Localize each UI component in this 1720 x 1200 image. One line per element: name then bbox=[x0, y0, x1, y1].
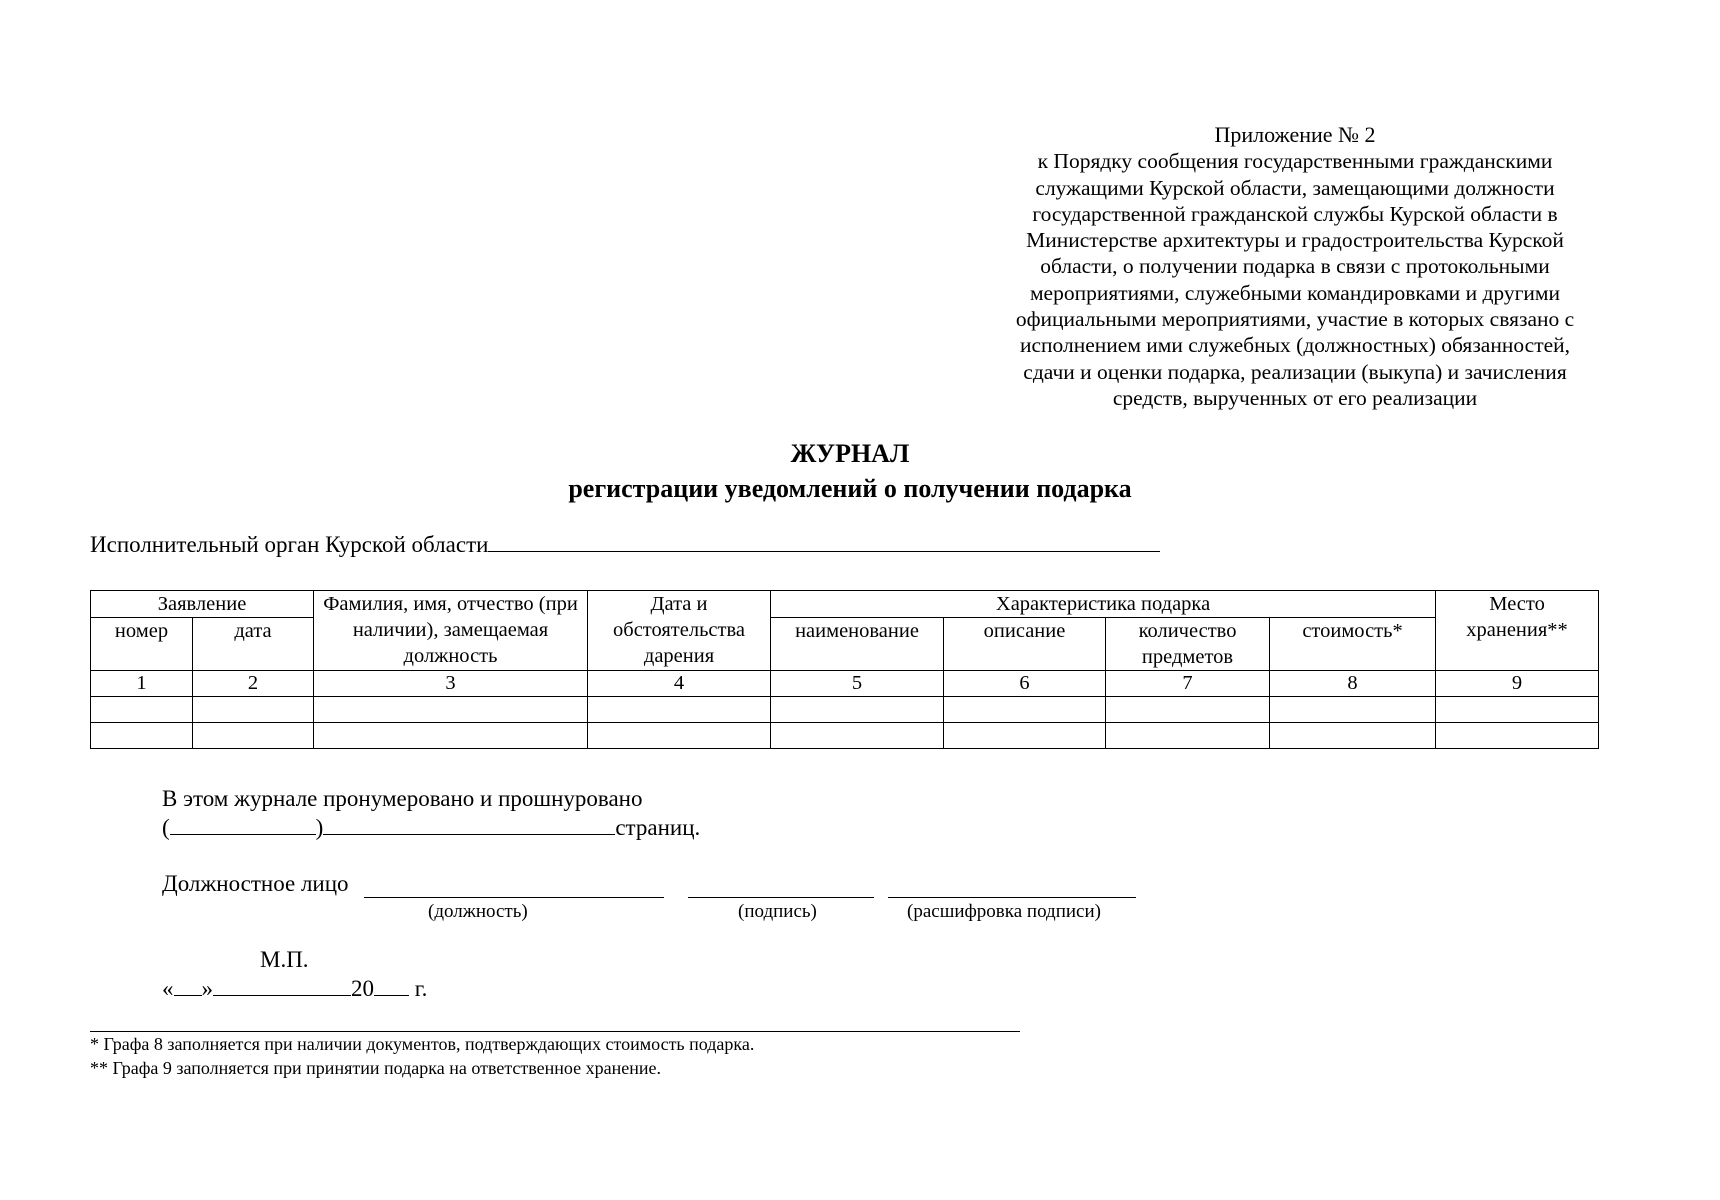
year-prefix: 20 bbox=[351, 976, 374, 1001]
table-row bbox=[91, 723, 1599, 749]
quote-close: » bbox=[201, 976, 213, 1001]
header-date: дата bbox=[193, 618, 314, 671]
appendix-line: мероприятиями, служебными командировками и другими bbox=[1029, 280, 1561, 305]
empty-cell bbox=[588, 723, 771, 749]
header-gift-name: наименование bbox=[771, 618, 944, 671]
column-number: 6 bbox=[944, 671, 1106, 697]
empty-cell bbox=[193, 723, 314, 749]
appendix-line: средств, вырученных от его реализации bbox=[1112, 385, 1478, 410]
appendix-line: Министерстве архитектуры и градостроительства Курской bbox=[1026, 228, 1564, 253]
appendix-line: служащими Курской области, замещающими должности bbox=[1035, 175, 1555, 200]
header-gift-quantity: количество предметов bbox=[1106, 618, 1270, 671]
empty-cell bbox=[314, 723, 588, 749]
official-label: Должностное лицо bbox=[162, 871, 349, 896]
appendix-header bbox=[985, 122, 1605, 411]
column-number: 9 bbox=[1436, 671, 1599, 697]
empty-cell bbox=[1436, 697, 1599, 723]
journal-title: ЖУРНАЛ bbox=[790, 439, 910, 468]
header-statement: Заявление bbox=[91, 591, 314, 618]
header-date-circumstances: Дата и обстоятельства дарения bbox=[588, 591, 771, 671]
seal-mark: М.П. bbox=[260, 947, 309, 972]
appendix-line: официальными мероприятиями, участие в которых связано с bbox=[1015, 307, 1575, 332]
appendix-line: исполнением ими служебных (должностных) обязанностей, bbox=[1019, 333, 1571, 358]
open-paren: ( bbox=[162, 815, 170, 840]
empty-cell bbox=[91, 723, 193, 749]
empty-cell bbox=[193, 697, 314, 723]
empty-cell bbox=[1270, 723, 1436, 749]
empty-cell bbox=[944, 723, 1106, 749]
caption-signature: (подпись) bbox=[738, 901, 817, 922]
pages-words-blank bbox=[323, 834, 615, 835]
header-storage-place: Место хранения** bbox=[1436, 591, 1599, 671]
empty-cell bbox=[588, 697, 771, 723]
empty-cell bbox=[1436, 723, 1599, 749]
header-gift-cost: стоимость* bbox=[1270, 618, 1436, 671]
appendix-line: области, о получении подарка в связи с протокольными bbox=[1040, 254, 1550, 279]
date-line bbox=[162, 976, 427, 1002]
footnote-1: * Графа 8 заполняется при наличии документов, подтверждающих стоимость подарка. bbox=[90, 1034, 755, 1054]
quote-open: « bbox=[162, 976, 174, 1001]
header-fio: Фамилия, имя, отчество (при наличии), замещаемая должность bbox=[314, 591, 588, 671]
appendix-line: сдачи и оценки подарка, реализации (выкупа) и зачисления bbox=[1023, 359, 1567, 384]
footnote-2: ** Графа 9 заполняется при принятии подарка на ответственное хранение. bbox=[90, 1058, 662, 1078]
empty-cell bbox=[771, 697, 944, 723]
appendix-line: к Порядку сообщения государственными гражданскими bbox=[1037, 149, 1553, 174]
empty-cell bbox=[771, 723, 944, 749]
column-number: 2 bbox=[193, 671, 314, 697]
column-number: 7 bbox=[1106, 671, 1270, 697]
empty-cell bbox=[944, 697, 1106, 723]
empty-cell bbox=[1270, 697, 1436, 723]
org-blank-line bbox=[488, 551, 1160, 552]
month-blank bbox=[213, 995, 351, 996]
year-blank bbox=[374, 995, 409, 996]
header-number: номер bbox=[91, 618, 193, 671]
header-gift-description: описание bbox=[944, 618, 1106, 671]
header-gift-characteristics: Характеристика подарка bbox=[771, 591, 1436, 618]
org-line bbox=[90, 532, 1160, 558]
year-suffix: г. bbox=[414, 976, 428, 1001]
pages-count-line bbox=[162, 815, 700, 841]
caption-position: (должность) bbox=[428, 901, 528, 922]
position-line bbox=[364, 897, 664, 898]
column-number: 8 bbox=[1270, 671, 1436, 697]
empty-cell bbox=[1106, 723, 1270, 749]
column-number: 3 bbox=[314, 671, 588, 697]
column-number: 4 bbox=[588, 671, 771, 697]
signature-decoding-line bbox=[888, 897, 1136, 898]
column-numbers-row bbox=[91, 671, 1599, 697]
appendix-title: Приложение № 2 bbox=[1214, 122, 1376, 147]
day-blank bbox=[174, 995, 202, 996]
table-header-row bbox=[91, 591, 1599, 618]
footnote-divider bbox=[90, 1031, 1020, 1032]
registration-table bbox=[90, 590, 1599, 749]
empty-cell bbox=[1106, 697, 1270, 723]
close-paren: ) bbox=[315, 815, 324, 840]
column-number: 1 bbox=[91, 671, 193, 697]
numbered-pages-line: В этом журнале пронумеровано и прошнуровано bbox=[162, 786, 643, 811]
signature-line bbox=[688, 897, 874, 898]
caption-decoding: (расшифровка подписи) bbox=[907, 901, 1101, 922]
journal-subtitle: регистрации уведомлений о получении подарка bbox=[568, 474, 1132, 503]
table-row bbox=[91, 697, 1599, 723]
pages-word: страниц. bbox=[615, 815, 701, 840]
org-label: Исполнительный орган Курской области bbox=[90, 532, 489, 557]
pages-number-blank bbox=[170, 834, 316, 835]
empty-cell bbox=[91, 697, 193, 723]
column-number: 5 bbox=[771, 671, 944, 697]
empty-cell bbox=[314, 697, 588, 723]
appendix-line: государственной гражданской службы Курской области в bbox=[1032, 201, 1558, 226]
